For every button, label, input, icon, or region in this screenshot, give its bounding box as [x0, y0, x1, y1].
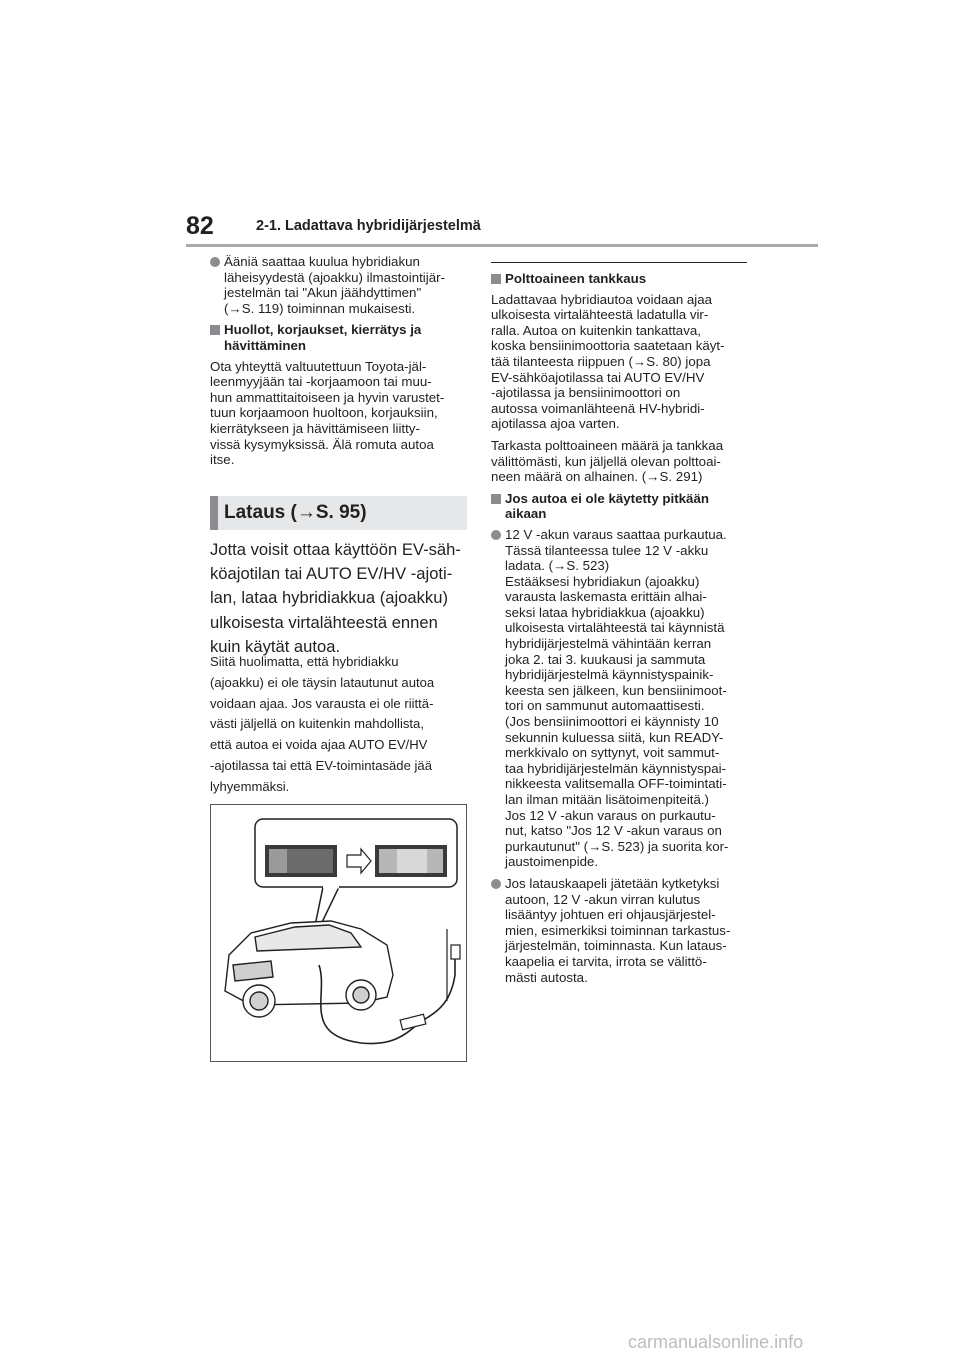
chapter-title: 2-1. Ladattava hybridijärjestelmä — [256, 218, 481, 234]
watermark: carmanualsonline.info — [628, 1332, 804, 1352]
battery-low-indicator — [265, 845, 337, 877]
paragraph-refuelling-1: Ladattavaa hybridiautoa voidaan ajaa ulkoisesta virtalähteestä ladatulla vir- ralla. Autoa on kuitenkin tankattava, koska bensiinimoottoria saatetaan käyt- tää tilanteesta riippuen (→S. 80) jopa EV-sähköajotilassa tai AUTO EV/HV -ajotilassa ja bensiinimoottori on autossa voimanlähteenä HV-hybridi- ajotilassa ajoa varten. — [491, 291, 725, 432]
heading-long-storage: Jos autoa ei ole käytetty pitkään aikaan — [491, 491, 757, 522]
section-title-charging: Lataus (→S. 95) — [210, 496, 467, 530]
charging-intro-text: Jotta voisit ottaa käyttöön EV-säh- köajotilan tai AUTO EV/HV -ajoti- lan, lataa hybridiakkua (ajoakku) ulkoisesta virtalähteestä ennen kuin käytät autoa. — [210, 540, 461, 656]
right-column — [491, 263, 757, 991]
heading-refuelling: Polttoaineen tankkaus — [491, 271, 757, 287]
charging-note-text: Siitä huolimatta, että hybridiakku (ajoakku) ei ole täysin latautunut autoa voidaan ajaa. Jos varausta ei ole riittä- västi jäljellä on kuitenkin mahdollista, että autoa ei voida ajaa AUTO EV/HV -ajotilassa tai että EV-toimintasäde jää lyhyemmäksi. — [210, 654, 435, 794]
paragraph-service: Ota yhteyttä valtuutettuun Toyota-jäl- leenmyyjään tai -korjaamoon tai muu- hun ammattitaitoiseen ja hyvin varustet- tuun korjaamoon huoltoon, korjauksiin, kierrätykseen ja hävittämiseen liitty- vissä kysymyksissä. Älä romuta autoa itse. — [210, 358, 445, 468]
car-charging-illustration — [211, 805, 466, 1061]
battery-full-indicator — [375, 845, 447, 877]
cable-control-box — [400, 1014, 426, 1030]
bullet-cable-connected: Jos latauskaapeli jätetään kytketyksi autoon, 12 V -akun virran kulutus lisääntyy johtuen eri ohjausjärjestel- mien, esimerkiksi toiminnan tarkastus- järjestelmän, toiminnasta. Kun lataus- kaapelia ei tarvita, irrota se välittö- mästi autosta. — [491, 876, 757, 985]
suv-car-icon — [225, 921, 393, 1017]
heading-service-recycling: Huollot, korjaukset, kierrätys ja hävittäminen — [210, 322, 472, 353]
left-column — [210, 254, 472, 474]
page-number: 82 — [186, 212, 214, 240]
header-divider — [186, 244, 818, 247]
bullet-noise-info: Ääniä saattaa kuulua hybridiakun läheisyydestä (ajoakku) ilmastointijär- jestelmän tai "Akun jäähdyttimen" (→S. 119) toiminnan mukaisesti. — [210, 254, 472, 316]
paragraph-refuelling-2: Tarkasta polttoaineen määrä ja tankkaa välittömästi, kun jäljellä olevan polttoai- neen määrä on alhainen. (→S. 291) — [491, 437, 724, 485]
wall-outlet-icon — [451, 945, 460, 959]
charging-illustration — [210, 804, 467, 1062]
bullet-12v-battery: 12 V -akun varaus saattaa purkautua. Tässä tilanteessa tulee 12 V -akku ladata. (→S. 523) Estääksesi hybridiakun (ajoakku) varausta laskemasta erittäin alhai- seksi lataa hybridiakkua (ajoakku) ulkoisesta virtalähteestä tai käynnistä hybridijärjestelmä vähintään kerran joka 2. tai 3. kuukausi ja sammuta hybridijärjestelmä käynnistyspainik- keesta sen jälkeen, kun bensiinimoot- tori on sammunut automaattisesti. (Jos bensiinimoottori ei käynnisty 10 sekunnin kuluessa siitä, kun READY- merkkivalo on syttynyt, voit sammut- taa hybridijärjestelmän käynnistyspai- nikkeesta valitsemalla OFF-toimintati- lan ilman mitään lisätoimenpiteitä.) Jos 12 V -akun varaus on purkautu- nut, katso "Jos 12 V -akun varaus on purkautunut" (→S. 523) ja suorita kor- jaustoimenpide. — [491, 527, 757, 870]
